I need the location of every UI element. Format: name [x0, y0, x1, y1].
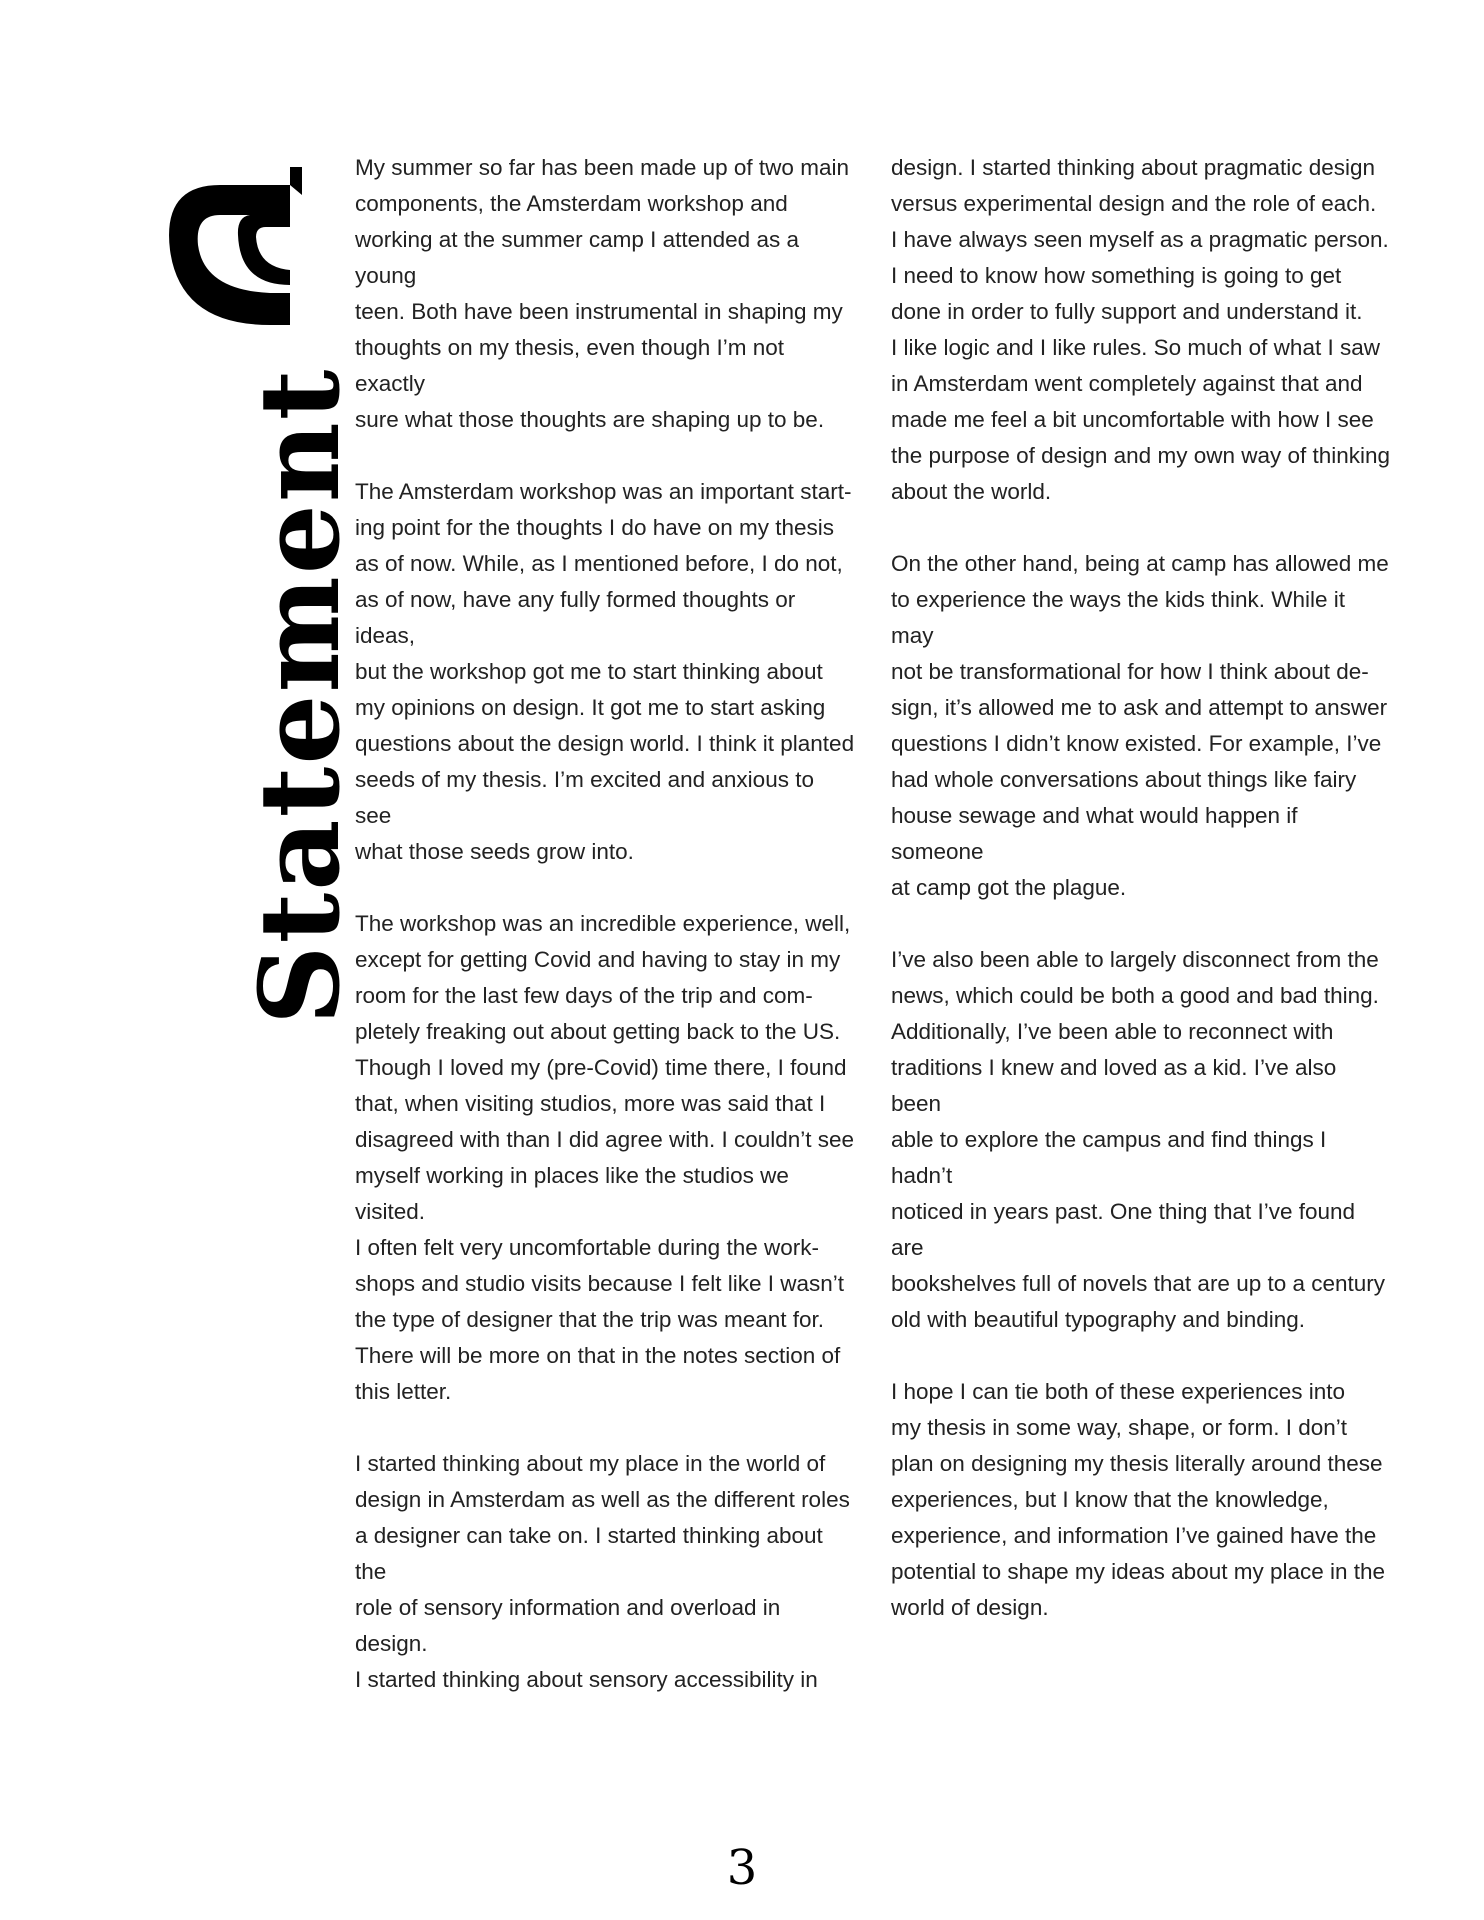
text-column-right	[891, 150, 1391, 1662]
text-column-left	[355, 150, 855, 1734]
vertical-heading	[140, 165, 364, 1065]
paragraph: The workshop was an incredible experience, well, except for getting Covid and having to stay in my room for the last few days of the trip and com- pletely freaking out about getting back to the US. Though I loved my (pre-Covid) time there, I found that, when visiting studios, more was said that I disagreed with than I did agree with. I couldn’t see myself working in places like the studios we visited. I often felt very uncomfortable during the work- shops and studio visits because I felt like I wasn’t the type of designer that the trip was meant for. There will be more on that in the notes section of this letter.	[355, 911, 855, 1404]
page-number: 3	[726, 1840, 758, 1896]
paragraph: design. I started thinking about pragmatic design versus experimental design and the role of each. I have always seen myself as a pragmatic person. I need to know how something is going to get done in order to fully support and understand it. I like logic and I like rules. So much of what I saw in Amsterdam went completely against that and made me feel a bit uncomfortable with how I see the purpose of design and my own way of thinking about the world.	[891, 155, 1391, 504]
paragraph: I hope I can tie both of these experiences into my thesis in some way, shape, or form. I don’t plan on designing my thesis literally around these experiences, but I know that the knowledge, experience, and information I’ve gained have the potential to shape my ideas about my place in the world of design.	[891, 1379, 1386, 1620]
paragraph: I started thinking about my place in the world of design in Amsterdam as well as the different roles a designer can take on. I started thinking about the role of sensory information and overload in design. I started thinking about sensory accessibility in	[355, 1451, 850, 1692]
statement-heading: Statement	[235, 367, 364, 1025]
paragraph: My summer so far has been made up of two main components, the Amsterdam workshop and working at the summer camp I attended as a young teen. Both have been instrumental in shaping my thoughts on my thesis, even though I’m not exactly sure what those thoughts are shaping up to be.	[355, 155, 849, 432]
paragraph: On the other hand, being at camp has allowed me to experience the ways the kids think. While it may not be transformational for how I think about de- sign, it’s allowed me to ask and attempt to answer questions I didn’t know existed. For example, I’ve had whole conversations about things like fairy house sewage and what would happen if someone at camp got the plague.	[891, 551, 1389, 900]
paragraph: I’ve also been able to largely disconnect from the news, which could be both a good and bad thing. Additionally, I’ve been able to reconnect with traditions I knew and loved as a kid. I’ve also been able to explore the campus and find things I hadn’t noticed in years past. One thing that I’ve found are bookshelves full of novels that are up to a century old with beautiful typography and binding.	[891, 947, 1386, 1332]
letter-a-monogram-icon	[140, 165, 320, 345]
paragraph: The Amsterdam workshop was an important start- ing point for the thoughts I do have on my thesis as of now. While, as I mentioned before, I do not, as of now, have any fully formed thoughts or ideas, but the workshop got me to start thinking about my opinions on design. It got me to start asking questions about the design world. I think it planted seeds of my thesis. I’m excited and anxious to see what those seeds grow into.	[355, 479, 855, 864]
